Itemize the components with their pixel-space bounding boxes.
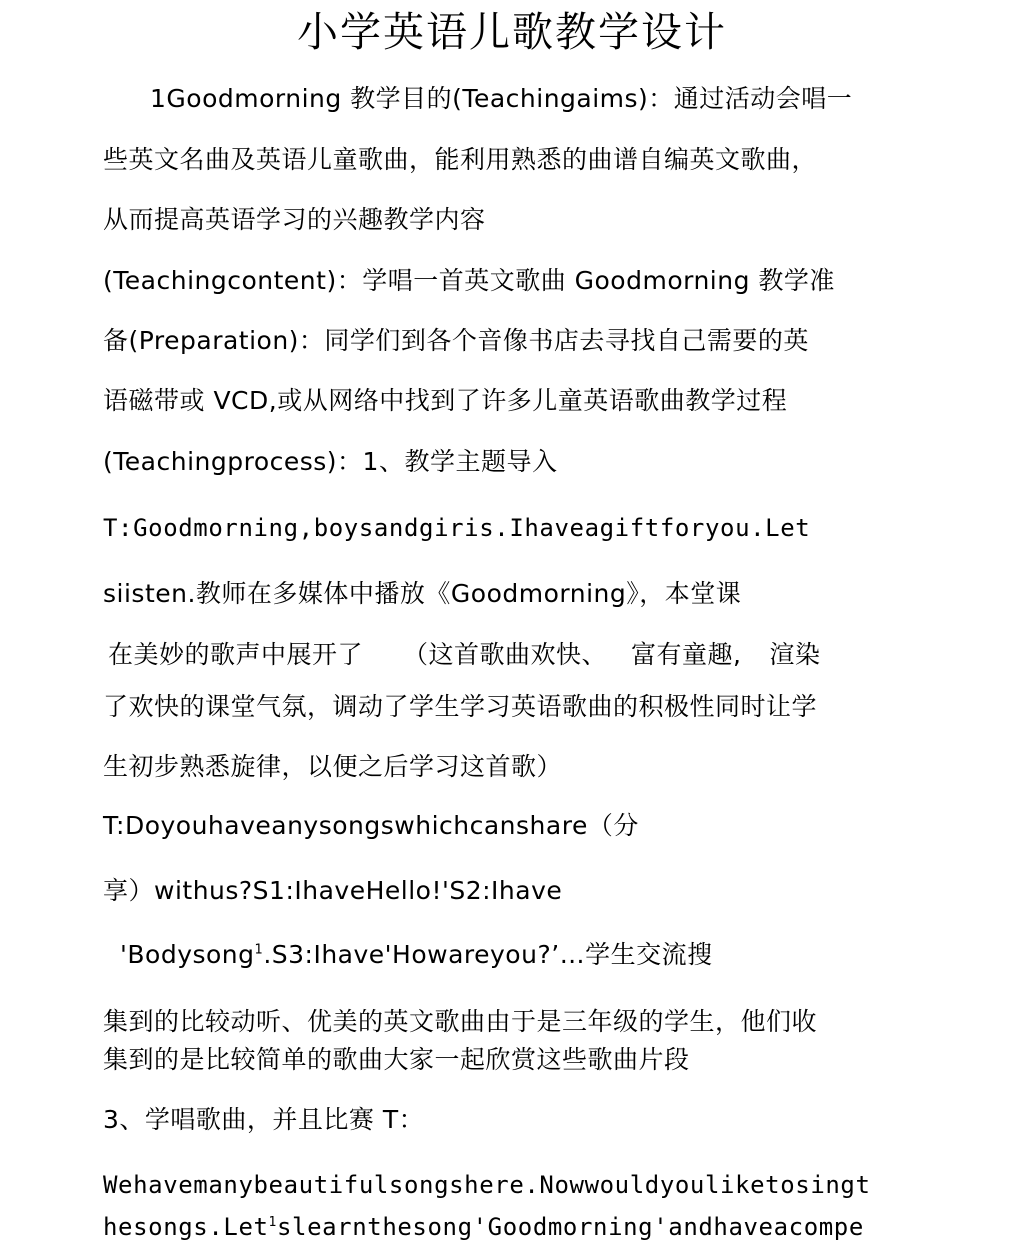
text-segment: 渲染: [769, 640, 821, 669]
text-line: siisten.教师在多媒体中播放《Goodmorning》，本堂课: [103, 579, 742, 608]
text-line: T:Doyouhaveanysongswhichcanshare（分: [103, 811, 639, 840]
text-segment: 在美妙的歌声中展开了: [108, 640, 364, 669]
text-segment: .S3:Ihave'Howareyou?’…学生交流搜: [263, 940, 713, 969]
text-line: 从而提高英语学习的兴趣教学内容: [103, 205, 486, 234]
text-line: T:Goodmorning,boysandgiris.Ihaveagiftforyou.Let: [103, 514, 811, 542]
text-segment: slearnthesong'Goodmorning'andhaveacompe: [276, 1213, 864, 1241]
superscript: 1: [254, 942, 264, 958]
text-line: 语磁带或 VCD,或从网络中找到了许多儿童英语歌曲教学过程: [103, 386, 788, 415]
text-line: 了欢快的课堂气氛，调动了学生学习英语歌曲的积极性同时让学: [103, 692, 818, 721]
text-line: 生初步熟悉旋律，以便之后学习这首歌）: [103, 752, 563, 781]
text-line: [108, 638, 821, 672]
text-segment: 'Bodysong: [120, 940, 255, 969]
text-line: (Teachingcontent)：学唱一首英文歌曲 Goodmorning 教学准: [103, 266, 835, 295]
text-segment: hesongs.Let: [103, 1213, 269, 1241]
text-line: 享）withus?S1:IhaveHello!'S2:Ihave: [103, 876, 563, 905]
document-title: 小学英语儿歌教学设计: [297, 8, 727, 56]
text-line: Wehavemanybeautifulsongshere.Nowwouldyouliketosingt: [103, 1171, 871, 1199]
text-line: 集到的比较动听、优美的英文歌曲由于是三年级的学生，他们收: [103, 1007, 818, 1036]
text-line: 3、学唱歌曲，并且比赛 T：: [103, 1105, 425, 1134]
text-line: [120, 938, 713, 972]
text-line: [103, 1210, 864, 1244]
text-line: 些英文名曲及英语儿童歌曲，能利用熟悉的曲谱自编英文歌曲，: [103, 145, 818, 174]
text-line: 备(Preparation)：同学们到各个音像书店去寻找自己需要的英: [103, 326, 809, 355]
text-line: 集到的是比较简单的歌曲大家一起欣赏这些歌曲片段: [103, 1045, 690, 1074]
text-segment: 富有童趣,: [631, 640, 742, 669]
text-segment: （这首歌曲欢快、: [403, 640, 608, 669]
superscript: 1: [268, 1215, 277, 1230]
text-line: (Teachingprocess)：1、教学主题导入: [103, 447, 558, 476]
text-line: 1Goodmorning 教学目的(Teachingaims)：通过活动会唱一: [150, 84, 853, 113]
